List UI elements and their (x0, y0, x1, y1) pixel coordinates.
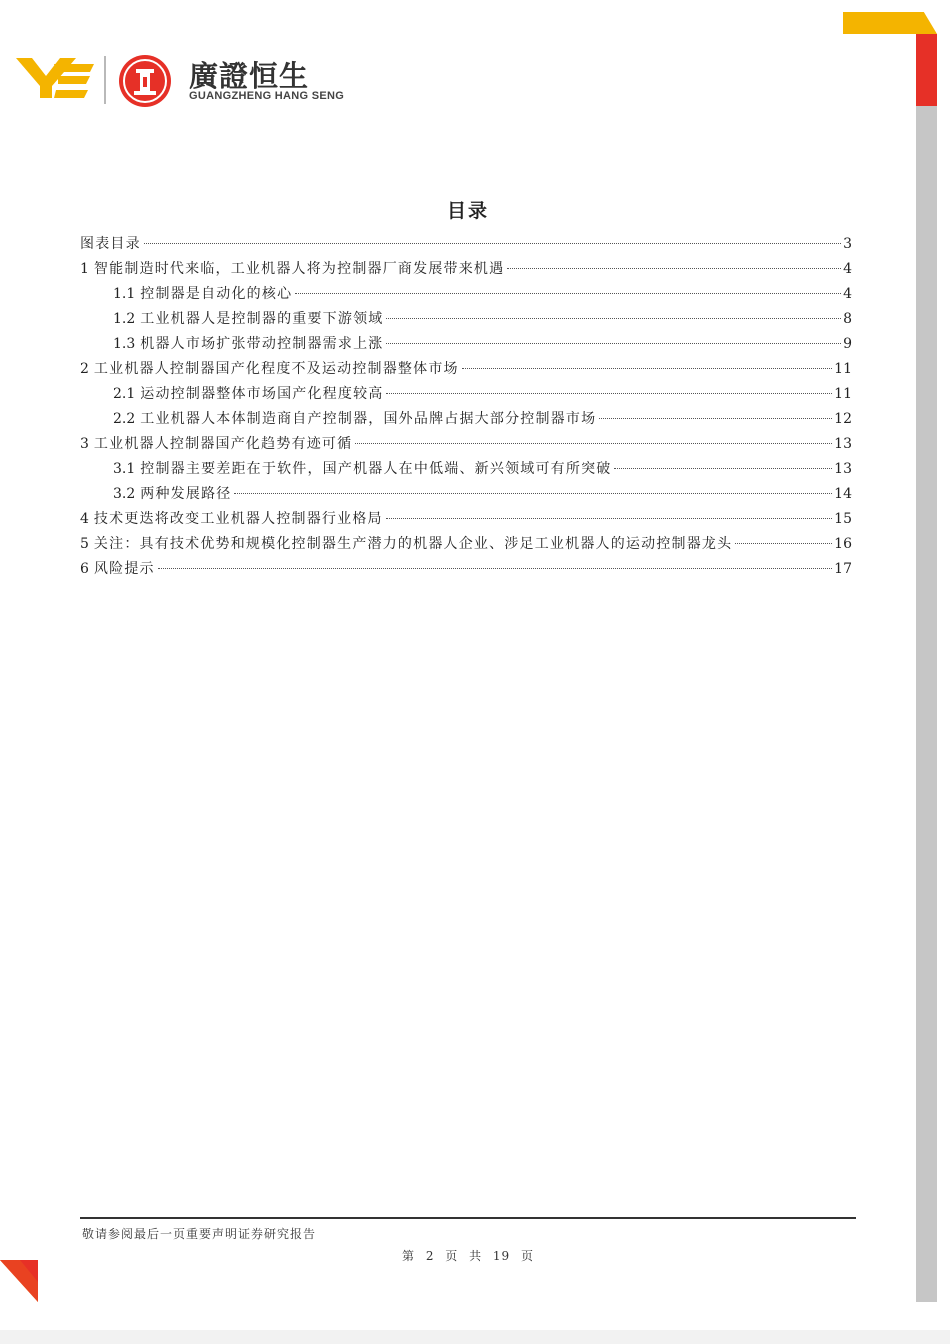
toc-entry-number: 3.1 (113, 461, 136, 477)
toc-title: 目录 (446, 200, 489, 222)
toc-dot-leader (386, 318, 841, 319)
toc-entry-title: 智能制造时代来临，工业机器人将为控制器厂商发展带来机遇 (93, 261, 505, 277)
toc-dot-leader (614, 468, 832, 469)
brand-name-cn: 廣證恒生 (189, 59, 310, 93)
toc-entry-number: 2.1 (113, 386, 136, 402)
toc-entry-number: 6 (80, 561, 89, 577)
toc-entry-number: 1 (80, 261, 89, 277)
toc-entry-page: 12 (834, 411, 852, 427)
toc-entry-page: 11 (834, 361, 852, 377)
toc-dot-leader (599, 418, 832, 419)
toc-dot-leader (355, 443, 832, 444)
page-bottom-strip (0, 1330, 950, 1344)
toc-entry-title: 风险提示 (93, 561, 155, 577)
toc-entry[interactable] (80, 507, 852, 532)
toc-entry-title: 工业机器人控制器国产化程度不及运动控制器整体市场 (93, 361, 459, 377)
footer-divider (80, 1217, 856, 1219)
toc-entry-page: 15 (834, 511, 852, 527)
table-of-contents (80, 232, 852, 582)
toc-entry[interactable] (80, 407, 852, 432)
toc-entry-number: 4 (80, 511, 89, 527)
toc-entry-title: 控制器主要差距在于软件，国产机器人在中低端、新兴领域可有所突破 (140, 461, 612, 477)
toc-entry[interactable] (80, 307, 852, 332)
toc-entry[interactable] (80, 357, 852, 382)
toc-entry-title: 工业机器人是控制器的重要下游领域 (140, 311, 384, 327)
toc-entry-page: 8 (843, 311, 852, 327)
toc-entry-number: 3.2 (113, 486, 136, 502)
toc-dot-leader (507, 268, 841, 269)
toc-entry[interactable] (80, 557, 852, 582)
ye-logo-icon (16, 54, 94, 100)
toc-entry-title: 两种发展路径 (140, 486, 232, 502)
toc-entry-page: 13 (834, 436, 852, 452)
toc-entry-page: 4 (843, 286, 852, 302)
toc-entry[interactable] (80, 382, 852, 407)
toc-entry-number: 2 (80, 361, 89, 377)
corner-decoration-yellow (843, 12, 937, 34)
side-bar-gray (916, 106, 937, 1302)
toc-entry[interactable] (80, 232, 852, 257)
corner-decoration-bottom-left (0, 1260, 38, 1302)
toc-entry[interactable] (80, 532, 852, 557)
toc-entry[interactable] (80, 482, 852, 507)
toc-dot-leader (735, 543, 832, 544)
footer-disclaimer: 敬请参阅最后一页重要声明证券研究报告 (82, 1227, 317, 1241)
logo-divider (104, 56, 106, 104)
toc-dot-leader (462, 368, 832, 369)
toc-entry-title: 控制器是自动化的核心 (140, 286, 293, 302)
toc-entry-page: 16 (834, 536, 852, 552)
toc-entry[interactable] (80, 432, 852, 457)
toc-dot-leader (295, 293, 841, 294)
toc-entry-title: 工业机器人控制器国产化趋势有迹可循 (93, 436, 353, 452)
side-bar-red (916, 34, 937, 106)
toc-entry-number: 1.3 (113, 336, 136, 352)
toc-entry-number: 5 (80, 536, 89, 552)
toc-entry[interactable] (80, 257, 852, 282)
toc-entry-number: 1.2 (113, 311, 136, 327)
toc-entry-page: 11 (834, 386, 852, 402)
toc-entry-title: 图表目录 (80, 236, 141, 252)
toc-dot-leader (158, 568, 832, 569)
toc-entry-title: 技术更迭将改变工业机器人控制器行业格局 (93, 511, 383, 527)
footer-page-number: 第 2 页 共 19 页 (402, 1249, 534, 1263)
toc-entry-title: 关注：具有技术优势和规模化控制器生产潜力的机器人企业、涉足工业机器人的运动控制器龙头 (93, 536, 733, 552)
toc-entry-number: 1.1 (113, 286, 136, 302)
toc-entry[interactable] (80, 282, 852, 307)
toc-entry[interactable] (80, 457, 852, 482)
toc-entry-title: 机器人市场扩张带动控制器需求上涨 (140, 336, 384, 352)
toc-entry-title: 工业机器人本体制造商自产控制器，国外品牌占据大部分控制器市场 (140, 411, 597, 427)
toc-entry-page: 13 (834, 461, 852, 477)
toc-dot-leader (144, 243, 841, 244)
toc-entry-page: 4 (843, 261, 852, 277)
toc-entry-page: 9 (843, 336, 852, 352)
toc-entry[interactable] (80, 332, 852, 357)
toc-dot-leader (234, 493, 832, 494)
toc-dot-leader (386, 518, 832, 519)
toc-entry-page: 17 (834, 561, 852, 577)
toc-entry-page: 3 (843, 236, 852, 252)
brand-name-en: GUANGZHENG HANG SENG (189, 90, 345, 102)
toc-entry-number: 2.2 (113, 411, 136, 427)
toc-entry-number: 3 (80, 436, 89, 452)
toc-dot-leader (386, 343, 841, 344)
brand-seal-icon (118, 54, 172, 108)
toc-dot-leader (386, 393, 832, 394)
toc-entry-title: 运动控制器整体市场国产化程度较高 (140, 386, 384, 402)
toc-entry-page: 14 (834, 486, 852, 502)
